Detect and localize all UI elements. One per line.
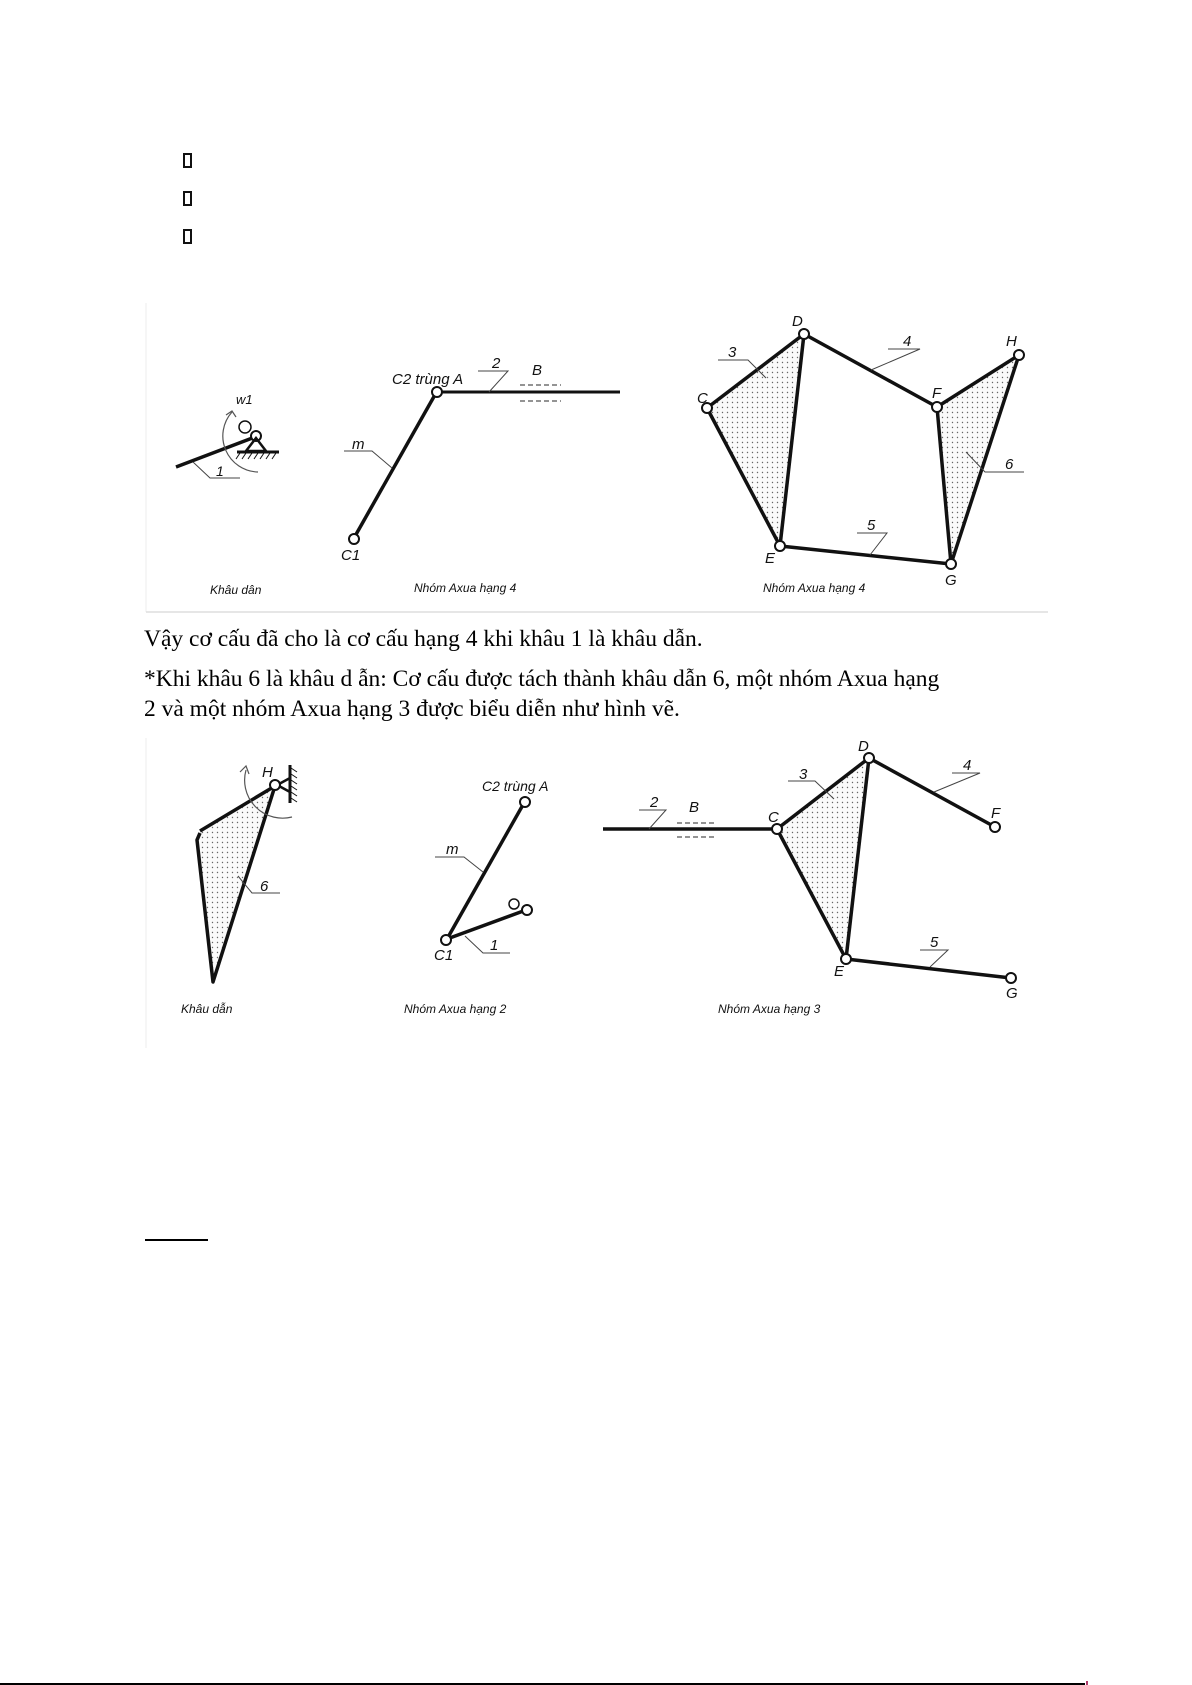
- axua-group-rank3: [603, 738, 1018, 1002]
- label-link-6: 6: [1005, 456, 1014, 473]
- caption-axua-rank2: Nhóm Axua hạng 2: [404, 1002, 507, 1016]
- label-B: B: [532, 362, 543, 379]
- label-E: E: [834, 963, 845, 980]
- label-E: E: [765, 550, 776, 567]
- label-link-3: 3: [728, 344, 737, 361]
- label-F: F: [932, 385, 942, 402]
- label-C: C: [768, 809, 779, 826]
- caption-axua-rank4-a: Nhóm Axua hạng 4: [414, 581, 517, 595]
- label-link-2: 2: [492, 355, 501, 372]
- label-D: D: [858, 738, 869, 755]
- label-link-1: 1: [490, 937, 499, 954]
- caption-axua-rank3: Nhóm Axua hạng 3: [718, 1002, 821, 1016]
- label-G: G: [1006, 985, 1018, 1002]
- label-m: m: [352, 436, 365, 453]
- label-m: m: [446, 841, 459, 858]
- label-c2-trung-a: C2 trùng A: [392, 371, 464, 388]
- case-link6-text-line1: *Khi khâu 6 là khâu d ẫn: Cơ cấu được tách thành khâu dẫn 6, một nhóm Axua hạng: [144, 666, 940, 692]
- label-link-3: 3: [799, 766, 808, 783]
- label-F: F: [991, 805, 1001, 822]
- label-link-4: 4: [963, 757, 972, 774]
- label-G: G: [945, 572, 957, 589]
- label-link-5: 5: [867, 517, 876, 534]
- label-D: D: [792, 313, 803, 330]
- label-C1: C1: [434, 947, 454, 964]
- label-C: C: [697, 390, 708, 407]
- footnote-separator: [145, 1239, 208, 1241]
- driver-link-6-diagram: [197, 764, 297, 982]
- axua-group-rank2: [434, 778, 548, 964]
- caption-driver-link: Khâu dẫn: [181, 1002, 233, 1016]
- label-C1: C1: [341, 547, 361, 564]
- label-link-1: 1: [216, 463, 224, 479]
- label-link-5: 5: [930, 934, 939, 951]
- label-link-6: 6: [260, 878, 269, 895]
- conclusion-text: Vậy cơ cấu đã cho là cơ cấu hạng 4 khi khâu 1 là khâu dẫn.: [144, 626, 703, 652]
- page-edge-mark: [1086, 1681, 1088, 1685]
- case-link6-text-line2: 2 và một nhóm Axua hạng 3 được biểu diễn như hình vẽ.: [144, 696, 680, 722]
- label-H: H: [262, 764, 273, 781]
- label-link-2: 2: [650, 794, 659, 811]
- caption-axua-rank4-b: Nhóm Axua hạng 4: [763, 581, 866, 595]
- label-w1: w1: [236, 392, 253, 407]
- label-c2-trung-a: C2 trùng A: [482, 778, 549, 794]
- caption-driver-link: Khâu dân: [210, 583, 262, 597]
- label-link-4: 4: [903, 333, 912, 350]
- label-H: H: [1006, 333, 1017, 350]
- label-B: B: [689, 799, 700, 816]
